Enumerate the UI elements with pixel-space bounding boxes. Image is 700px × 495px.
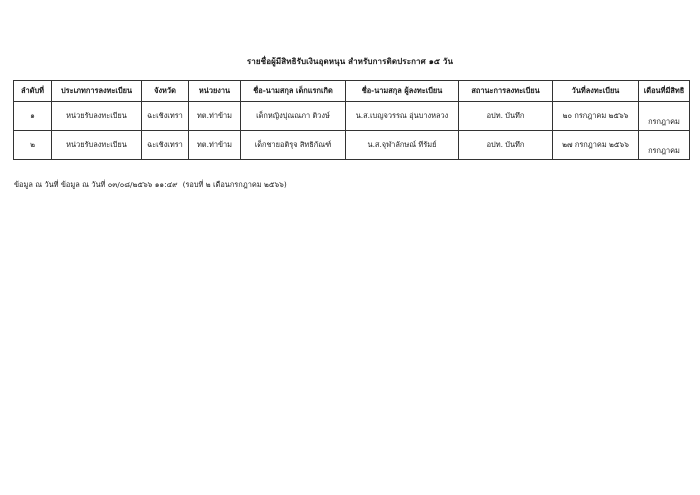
cell-month: กรกฎาคม (639, 102, 690, 131)
cell-reg-type: หน่วยรับลงทะเบียน (52, 131, 142, 160)
header-registrant: ชื่อ-นามสกุล ผู้ลงทะเบียน (346, 81, 459, 102)
cell-registrant: น.ส.จุฬาลักษณ์ ทีรัมย์ (346, 131, 459, 160)
header-reg-type: ประเภทการลงทะเบียน (52, 81, 142, 102)
header-reg-date: วันที่ลงทะเบียน (553, 81, 639, 102)
cell-no: ๑ (14, 102, 52, 131)
table-header-row (14, 81, 690, 102)
cell-province: ฉะเชิงเทรา (142, 102, 189, 131)
header-month: เดือนที่มีสิทธิ (639, 81, 690, 102)
cell-status: อปท. บันทึก (459, 102, 553, 131)
cell-province: ฉะเชิงเทรา (142, 131, 189, 160)
cell-agency: ทต.ท่าข้าม (189, 131, 241, 160)
document-title: รายชื่อผู้มีสิทธิรับเงินอุดหนุน สำหรับการติดประกาศ ๑๕ วัน (246, 57, 454, 66)
cell-month: กรกฎาคม (639, 131, 690, 160)
cell-reg-date: ๒๐ กรกฎาคม ๒๕๖๖ (553, 102, 639, 131)
cell-reg-date: ๒๗ กรกฎาคม ๒๕๖๖ (553, 131, 639, 160)
cell-registrant: น.ส.เบญจวรรณ อุ่นบางหลวง (346, 102, 459, 131)
cell-reg-type: หน่วยรับลงทะเบียน (52, 102, 142, 131)
header-province: จังหวัด (142, 81, 189, 102)
header-child-name: ชื่อ-นามสกุล เด็กแรกเกิด (241, 81, 346, 102)
cell-no: ๒ (14, 131, 52, 160)
footnote-round: (รอบที่ ๒ เดือนกรกฎาคม ๒๕๖๖) (182, 180, 287, 189)
cell-status: อปท. บันทึก (459, 131, 553, 160)
registration-table (13, 80, 690, 160)
header-status: สถานะการลงทะเบียน (459, 81, 553, 102)
header-no: ลำดับที่ (14, 81, 52, 102)
header-agency: หน่วยงาน (189, 81, 241, 102)
cell-child-name: เด็กชายอติรุจ สิทธิกัณฑ์ (241, 131, 346, 160)
footnote-text: ข้อมูล ณ วันที่ ข้อมูล ณ วันที่ ๐๓/๐๘/๒๕๖๖ ๑๑:๔๙ (14, 180, 178, 189)
table-row (14, 131, 690, 160)
cell-child-name: เด็กหญิงปุณณภา ติวงษ์ (241, 102, 346, 131)
cell-agency: ทต.ท่าข้าม (189, 102, 241, 131)
data-timestamp-note (14, 179, 287, 191)
table-row (14, 102, 690, 131)
